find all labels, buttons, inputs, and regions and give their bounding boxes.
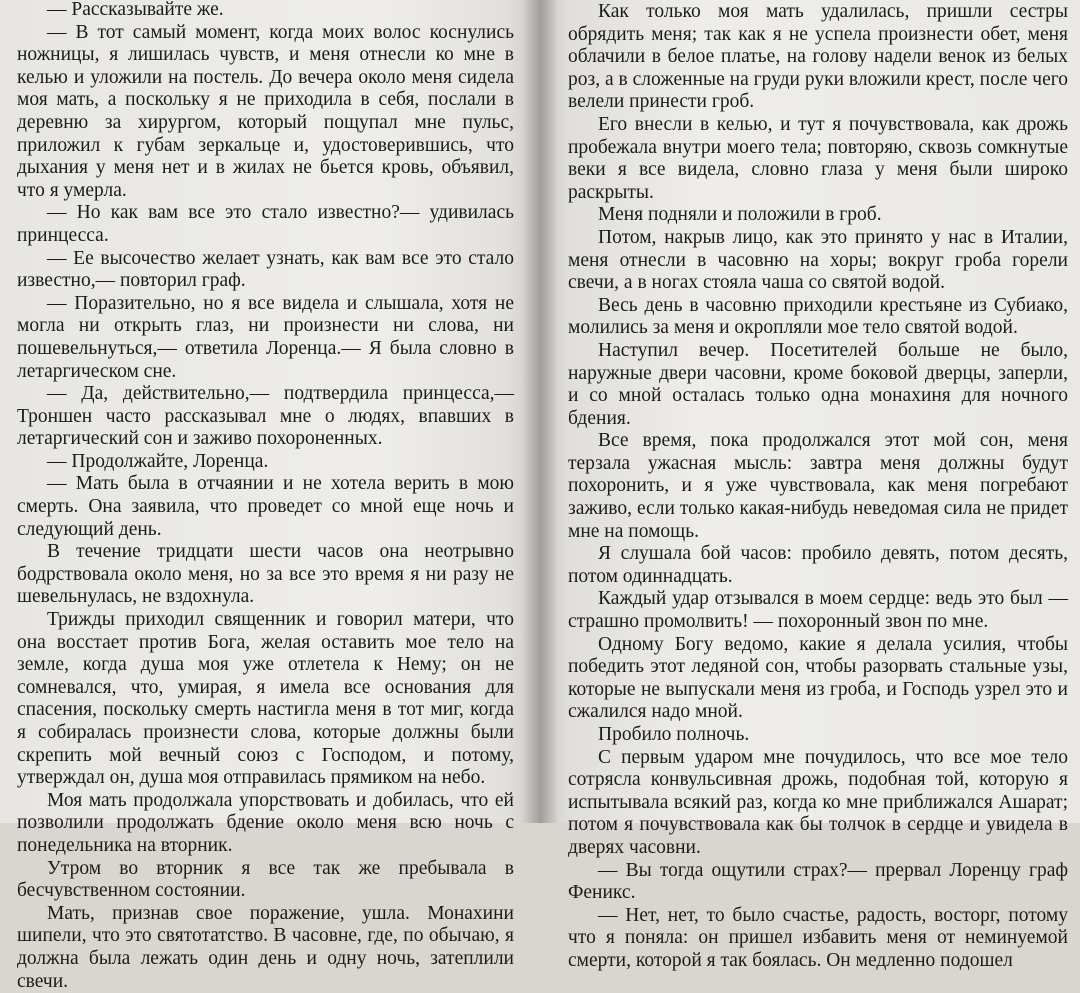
left-paragraph: — Продолжайте, Лоренца. (47, 450, 269, 472)
left-paragraph: Мать, признав свое поражение, ушла. Монахини шипели, что это святотатство. В часовне, где, по обычаю, я должна была лежать один день и одну ночь, затеплили свечи. (17, 902, 514, 992)
left-paragraph: В течение тридцати шести часов она неотрывно бодрствовала около меня, но за все это время я ни разу не шевельнулась, не вздохнула. (17, 541, 514, 608)
right-paragraph: Меня подняли и положили в гроб. (598, 204, 882, 226)
right-paragraph: С первым ударом мне почудилось, что все мое тело сотрясла конвульсивная дрожь, подобная той, которую я испытывала всякий раз, когда ко мне приближался Ашарат; потом я почувствовала как бы толчок в сердце и увидела в дверях часовни. (568, 746, 1068, 858)
right-page (540, 0, 1080, 971)
right-paragraph: Я слушала бой часов: пробило девять, потом десять, потом одиннадцать. (568, 543, 1068, 587)
right-paragraph: Как только моя мать удалилась, пришли сестры обрядить меня; так как я не успела произнести обет, меня облачили в белое платье, на голову надели венок из белых роз, а в сложенные на груди руки вложили крест, после чего велели принести гроб. (568, 1, 1068, 113)
right-paragraph: — Вы тогда ощутили страх?— прервал Лоренцу граф Феникс. (568, 859, 1068, 904)
left-paragraph: — Да, действительно,— подтвердила принцесса,— Троншен часто рассказывал мне о людях, впавших в летаргический сон и заживо похороненных. (17, 383, 514, 450)
right-paragraph: Потом, накрыв лицо, как это принято у нас в Италии, меня отнесли в часовню на хоры; вокруг гроба горели свечи, а в ногах стояла чаша со святой водой. (568, 226, 1068, 294)
left-paragraph: Моя мать продолжала упорствовать и добилась, что ей позволили продолжать бдение около меня всю ночь с понедельника на вторник. (17, 789, 514, 856)
right-paragraph: Одному Богу ведомо, какие я делала усилия, чтобы победить этот ледяной сон, чтобы разорвать стальные узы, которые не выпускали меня из гроба, и Господь узрел это и сжалился надо мной. (568, 633, 1068, 723)
right-paragraph: Каждый удар отзывался в моем сердце: ведь это был — страшно промолвить! — похоронный звон по мне. (568, 588, 1068, 633)
left-page (0, 0, 540, 992)
left-paragraph: Трижды приходил священник и говорил матери, что она восстает против Бога, желая оставить мое тело на земле, когда душа моя уже отлетела к Нему; он не сомневался, что, умирая, я имела все основания для спасения, поскольку смерть настигла меня в тот миг, когда я собиралась произнести слова, которые должны были скрепить мой вечный союз с Господом, и потому, утверждал он, душа моя отправилась прямиком на небо. (17, 609, 514, 789)
right-paragraph: Пробило полночь. (598, 724, 750, 745)
right-paragraph: Наступил вечер. Посетителей больше не было, наружные двери часовни, кроме боковой дверцы, заперли, и со мной осталась только одна монахиня для ночного бдения. (568, 339, 1068, 429)
left-paragraph: Утром во вторник я все так же пребывала в бесчувственном состоянии. (17, 857, 514, 902)
right-paragraph: — Нет, нет, то было счастье, радость, восторг, потому что я поняла: он пришел избавить меня от неминуемой смерти, которой я так боялась. Он медленно подошел (568, 904, 1068, 971)
right-paragraph: Его внесли в келью, и тут я почувствовала, как дрожь пробежала внутри моего тела; повторяю, сквозь сомкнутые веки я все видела, словно глаза у меня были широко раскрыты. (568, 113, 1068, 203)
left-paragraph: — Ее высочество желает узнать, как вам все это стало известно,— повторил граф. (17, 247, 514, 292)
left-paragraph: — Мать была в отчаянии и не хотела верить в мою смерть. Она заявила, что проведет со мной еще ночь и следующий день. (17, 473, 514, 540)
left-paragraph: — В тот самый момент, когда моих волос коснулись ножницы, я лишилась чувств, и меня отнесли ко мне в келью и уложили на постель. До вечера около меня сидела моя мать, а поскольку я не приходила в себя, послали в деревню за хирургом, который пощупал мне пульс, приложил к губам зеркальце и, удостоверившись, что дыхания у меня нет и в жилах не бьется кровь, объявил, что я умерла. (17, 21, 514, 201)
right-paragraph: Все время, пока продолжался этот мой сон, меня терзала ужасная мысль: завтра меня должны будут похоронить, и я уже чувствовала, как меня погребают заживо, если только какая-нибудь неведомая сила не придет мне на помощь. (568, 430, 1068, 542)
left-paragraph: — Поразительно, но я все видела и слышала, хотя не могла ни открыть глаз, ни произнести ни слова, ни пошевельнуться,— ответила Лоренца.— Я была словно в летаргическом сне. (17, 292, 514, 382)
left-paragraph: — Но как вам все это стало известно?— удивилась принцесса. (17, 202, 514, 246)
right-paragraph: Весь день в часовню приходили крестьяне из Субиако, молились за меня и окропляли мое тело святой водой. (568, 294, 1068, 339)
left-paragraph: — Рассказывайте же. (47, 0, 224, 20)
